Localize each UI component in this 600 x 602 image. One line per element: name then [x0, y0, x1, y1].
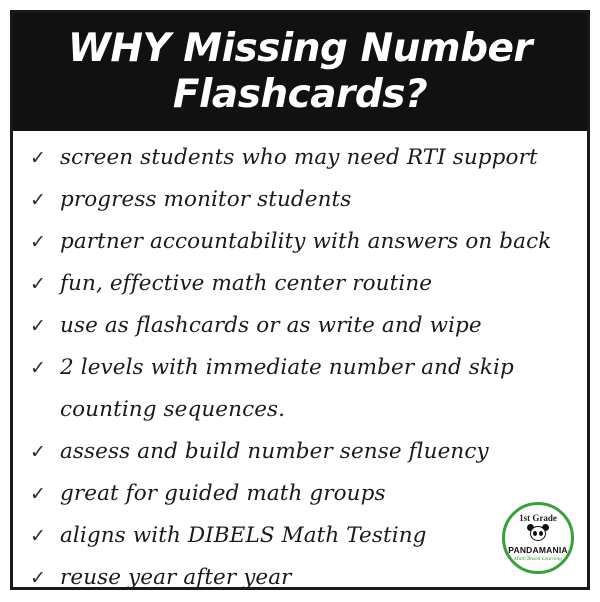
- list-item: [26, 518, 574, 554]
- brand-logo-name: PANDAMANIA: [508, 545, 568, 555]
- list-item-label: reuse year after year: [60, 565, 292, 590]
- list-item: [26, 350, 574, 386]
- list-item-label: partner accountability with answers on back: [60, 229, 552, 254]
- poster-title-line-2: Flashcards?: [172, 72, 428, 117]
- check-icon: ✓: [30, 147, 46, 169]
- brand-logo-tagline: Math Based Learning: [514, 556, 562, 562]
- benefits-list: [26, 140, 574, 602]
- poster-title-line-1: WHY Missing Number: [67, 26, 533, 71]
- check-icon: ✓: [30, 231, 46, 253]
- list-item-label-continued: counting sequences.: [60, 397, 286, 422]
- check-icon: ✓: [30, 189, 46, 211]
- list-item-continuation: [26, 392, 574, 428]
- list-item: [26, 140, 574, 176]
- list-item-label: fun, effective math center routine: [60, 271, 433, 296]
- list-item-label: progress monitor students: [60, 187, 352, 212]
- list-item: [26, 224, 574, 260]
- check-icon: ✓: [30, 441, 46, 463]
- list-item: [26, 182, 574, 218]
- list-item: [26, 560, 574, 596]
- list-item-label: assess and build number sense fluency: [60, 439, 489, 464]
- check-icon: ✓: [30, 567, 46, 589]
- list-item: [26, 308, 574, 344]
- brand-logo: [502, 502, 574, 574]
- list-item-label: use as flashcards or as write and wipe: [60, 313, 482, 338]
- list-item: [26, 434, 574, 470]
- list-item: [26, 476, 574, 512]
- list-item-label: aligns with DIBELS Math Testing: [60, 523, 427, 548]
- check-icon: ✓: [30, 273, 46, 295]
- list-item-label: screen students who may need RTI support: [60, 145, 538, 170]
- check-icon: ✓: [30, 483, 46, 505]
- poster-title-bar: [13, 13, 587, 131]
- list-item-label: great for guided math groups: [60, 481, 386, 506]
- panda-icon: [525, 524, 551, 544]
- brand-logo-top-text: 1st Grade: [519, 513, 557, 523]
- list-item: [26, 266, 574, 302]
- check-icon: ✓: [30, 357, 46, 379]
- list-item-label: 2 levels with immediate number and skip: [60, 355, 514, 380]
- check-icon: ✓: [30, 525, 46, 547]
- check-icon: ✓: [30, 315, 46, 337]
